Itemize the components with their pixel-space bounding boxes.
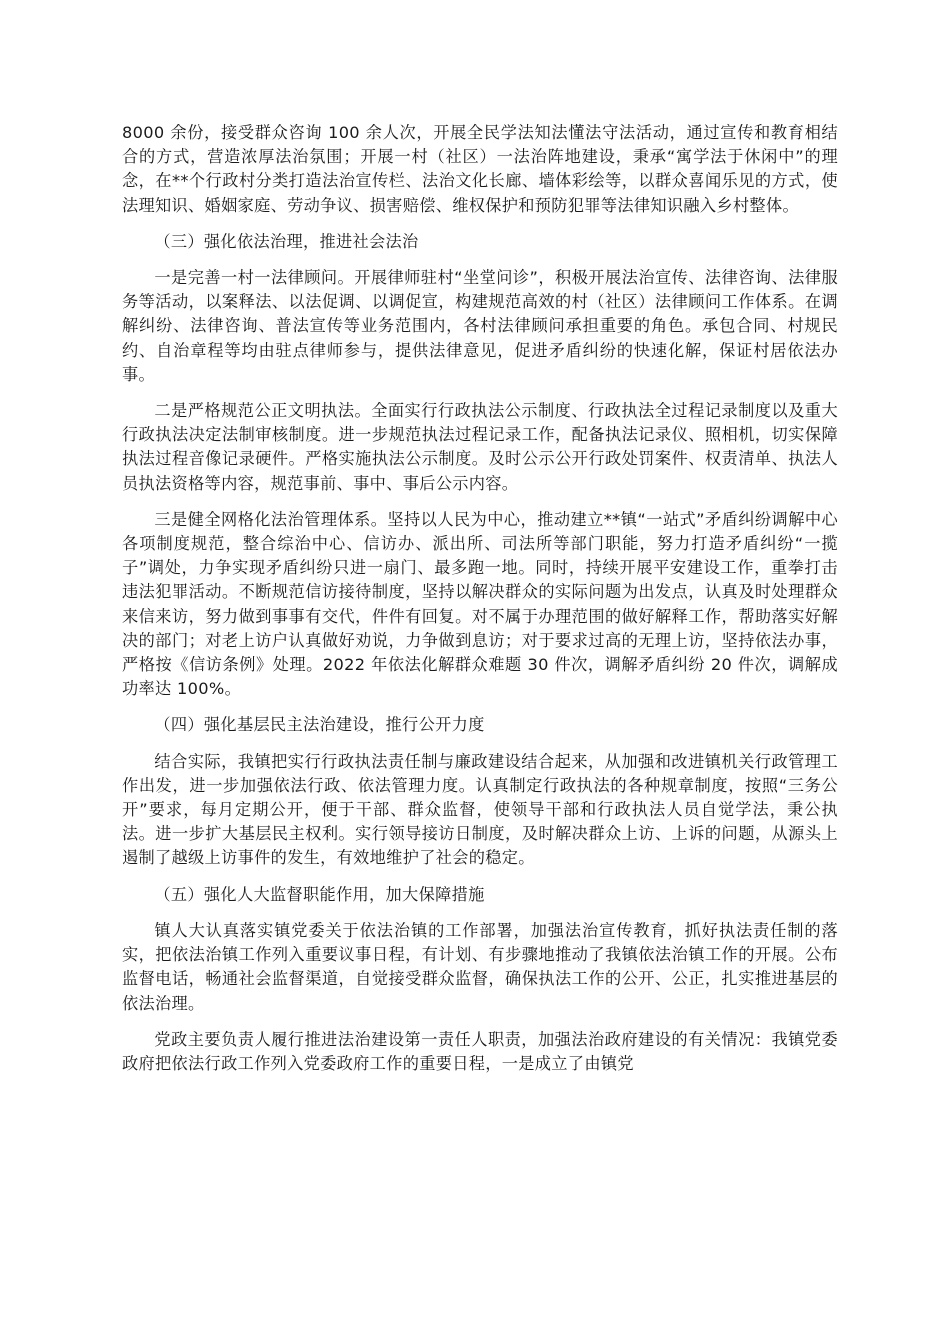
document-body — [122, 121, 838, 1076]
section-heading-5: （五）强化人大监督职能作用，加大保障措施 — [154, 884, 485, 904]
paragraph-law-enforcement: 二是严格规范公正文明执法。全面实行行政执法公示制度、行政执法全过程记录制度以及重大行政执法决定法制审核制度。进一步规范执法过程记录工作，配备执法记录仪、照相机，切实保障执法过程音像记录硬件。严格实施执法公示制度。及时公示公开行政处罚案件、权责清单、执法人员执法资格等内容，规范事前、事中、事后公示内容。 — [122, 401, 838, 493]
paragraph-party-leadership: 党政主要负责人履行推进法治建设第一责任人职责，加强法治政府建设的有关情况：我镇党委政府把依法行政工作列入党委政府工作的重要日程，一是成立了由镇党 — [122, 1029, 838, 1073]
paragraph-publicity: 8000 余份，接受群众咨询 100 余人次，开展全民学法知法懂法守法活动，通过宣传和教育相结合的方式，营造浓厚法治氛围；开展一村（社区）一法治阵地建设，秉承“寓学法于休闲中”的理念，在**个行政村分类打造法治宣传栏、法治文化长廊、墙体彩绘等，以群众喜闻乐见的方式，使法理知识、婚姻家庭、劳动争议、损害赔偿、维权保护和预防犯罪等法律知识融入乡村整体。 — [122, 123, 838, 215]
paragraph-legal-advisor: 一是完善一村一法律顾问。开展律师驻村“坐堂问诊”，积极开展法治宣传、法律咨询、法律服务等活动，以案释法、以法促调、以调促宣，构建规范高效的村（社区）法律顾问工作体系。在调解纠纷、法律咨询、普法宣传等业务范围内，各村法律顾问承担重要的角色。承包合同、村规民约、自治章程等均由驻点律师参与，提供法律意见，促进矛盾纠纷的快速化解，保证村居依法办事。 — [122, 268, 838, 384]
section-heading-3: （三）强化依法治理，推进社会法治 — [154, 231, 419, 251]
paragraph-npc-supervision: 镇人大认真落实镇党委关于依法治镇的工作部署，加强法治宣传教育，抓好执法责任制的落实，把依法治镇工作列入重要议事日程，有计划、有步骤地推动了我镇依法治镇工作的开展。公布监督电话，畅通社会监督渠道，自觉接受群众监督，确保执法工作的公开、公正，扎实推进基层的依法治理。 — [122, 920, 838, 1013]
paragraph-grid-management: 三是健全网格化法治管理体系。坚持以人民为中心，推动建立**镇“一站式”矛盾纠纷调解中心各项制度规范，整合综治中心、信访办、派出所、司法所等部门职能，努力打造矛盾纠纷“一揽子”调处，力争实现矛盾纠纷只进一扇门、最多跑一地。同时，持续开展平安建设工作，重拳打击违法犯罪活动。不断规范信访接待制度，坚持以解决群众的实际问题为出发点，认真及时处理群众来信来访，努力做到事事有交代，件件有回复。对不属于办理范围的做好解释工作，帮助落实好解决的部门；对老上访户认真做好劝说，力争做到息访；对于要求过高的无理上访，坚持依法办事，严格按《信访条例》处理。2022 年依法化解群众难题 30 件次，调解矛盾纠纷 20 件次，调解成功率达 100%。 — [122, 509, 838, 699]
section-heading-4: （四）强化基层民主法治建设，推行公开力度 — [154, 715, 485, 735]
paragraph-grassroots-democracy: 结合实际，我镇把实行行政执法责任制与廉政建设结合起来，从加强和改进镇机关行政管理工作出发，进一步加强依法行政、依法管理力度。认真制定行政执法的各种规章制度，按照“三务公开”要求，每月定期公开，便于干部、群众监督，使领导干部和行政执法人员自觉学法，秉公执法。进一步扩大基层民主权利。实行领导接访日制度，及时解决群众上访、上诉的问题，从源头上遏制了越级上访事件的发生，有效地维护了社会的稳定。 — [122, 751, 838, 868]
